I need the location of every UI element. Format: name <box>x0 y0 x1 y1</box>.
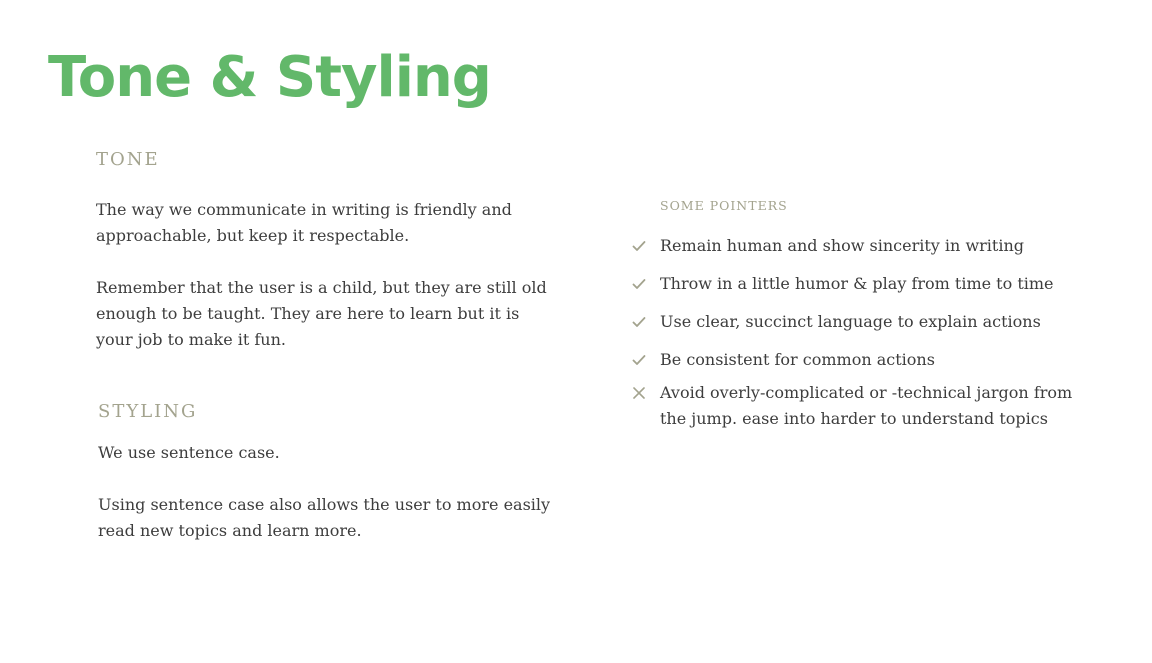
pointer-text: Throw in a little humor & play from time to time <box>660 274 1054 293</box>
pointer-item <box>630 233 1100 259</box>
check-icon <box>630 309 660 335</box>
pointer-item <box>630 271 1100 297</box>
styling-paragraph-1: We use sentence case. <box>98 443 280 462</box>
pointer-item <box>630 347 1100 373</box>
pointer-text: Be consistent for common actions <box>660 350 935 369</box>
cross-icon <box>630 380 660 406</box>
tone-paragraph-1: The way we communicate in writing is friendly and approachable, but keep it respectable. <box>96 200 512 245</box>
check-icon <box>630 233 660 259</box>
pointers-heading: SOME POINTERS <box>660 198 788 213</box>
styling-paragraph-2: Using sentence case also allows the user to more easily read new topics and learn more. <box>98 495 551 540</box>
check-icon <box>630 347 660 373</box>
tone-paragraph-2: Remember that the user is a child, but they are still old enough to be taught. They are here to learn but it is your job to make it fun. <box>96 278 547 349</box>
pointer-text: Avoid overly-complicated or -technical jargon from the jump. ease into harder to understand topics <box>660 383 1073 428</box>
pointer-item <box>630 380 1100 432</box>
styling-heading: STYLING <box>98 401 198 422</box>
pointer-text: Use clear, succinct language to explain actions <box>660 312 1041 331</box>
tone-heading: TONE <box>96 149 160 170</box>
page-title: Tone & Styling <box>48 45 491 110</box>
pointer-text: Remain human and show sincerity in writing <box>660 236 1024 255</box>
pointer-item <box>630 309 1100 335</box>
check-icon <box>630 271 660 297</box>
